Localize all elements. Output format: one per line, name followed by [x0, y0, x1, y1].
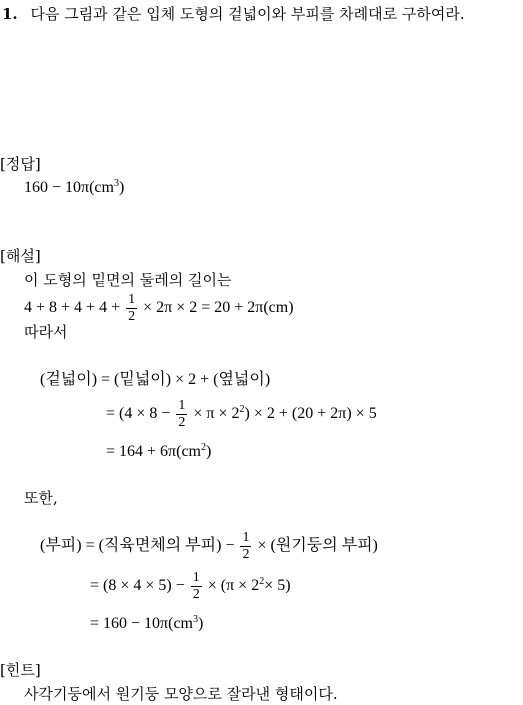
- volume-line1: [40, 528, 378, 564]
- question-text: 다음 그림과 같은 입체 도형의 겉넓이와 부피를 차례대로 구하여라.: [30, 5, 465, 23]
- area-line1: (겉넓이) = (밑넓이) × 2 + (옆넓이): [40, 371, 271, 388]
- fraction-denominator: 2: [242, 546, 250, 562]
- fraction-denominator: 2: [178, 414, 186, 430]
- volume-line2-pre: = (8 × 4 × 5) −: [90, 577, 185, 594]
- volume-line3-post: ): [198, 615, 204, 632]
- volume-line1-post: × (원기둥의 부피): [257, 537, 378, 554]
- solution-line2: [24, 290, 294, 326]
- answer-value-sup: 3: [113, 178, 119, 189]
- answer-value-end: ): [118, 179, 125, 196]
- fraction-numerator: 1: [128, 291, 136, 307]
- question: [2, 4, 465, 24]
- fraction-denominator: 2: [128, 308, 136, 324]
- volume-line3-pre: = 160 − 10π(cm: [90, 615, 193, 632]
- area-line3: [106, 442, 211, 462]
- volume-line2: [90, 568, 291, 604]
- fraction-numerator: 1: [192, 569, 200, 585]
- area-line2-post: ) × 2 + (20 + 2π) × 5: [244, 405, 377, 422]
- area-line2: [106, 396, 377, 432]
- area-line2-sup: 2: [239, 404, 245, 415]
- solution-heading: [해설]: [0, 247, 41, 265]
- hint-text: 사각기둥에서 원기둥 모양으로 잘라낸 형태이다.: [24, 685, 338, 703]
- fraction-numerator: 1: [242, 529, 250, 545]
- volume-line2-post: × 5): [264, 577, 291, 594]
- hint-heading: [힌트]: [0, 661, 41, 679]
- solution-also: 또한,: [24, 489, 58, 507]
- volume-line2-sup: 2: [259, 576, 265, 587]
- question-number: 1.: [2, 5, 18, 23]
- area-line2-mid: × π × 2: [193, 405, 240, 422]
- answer-value-text: 160 − 10π(cm: [24, 179, 114, 196]
- volume-line3-sup: 3: [193, 614, 198, 625]
- fraction-numerator: 1: [178, 397, 186, 413]
- area-line3-post: ): [206, 443, 212, 460]
- solution-line2-fraction: [126, 292, 137, 325]
- answer-value: [24, 178, 124, 198]
- solution-line2-pre: 4 + 8 + 4 + 4 +: [24, 299, 121, 316]
- answer-heading: [정답]: [0, 155, 41, 173]
- volume-line2-fraction: [191, 570, 202, 603]
- volume-line1-fraction: [240, 530, 251, 563]
- volume-line3: [90, 614, 203, 634]
- area-line3-pre: = 164 + 6π(cm: [106, 443, 201, 460]
- solution-line1: 이 도형의 밑면의 둘레의 길이는: [24, 271, 232, 289]
- area-line2-fraction: [176, 398, 187, 431]
- area-line2-pre: = (4 × 8 −: [106, 405, 171, 422]
- volume-line1-pre: (부피) = (직육면체의 부피) −: [40, 537, 235, 554]
- volume-line2-mid: × (π × 2: [207, 577, 260, 594]
- solution-line2-post: × 2π × 2 = 20 + 2π(cm): [143, 299, 294, 316]
- area-line3-sup: 2: [201, 442, 206, 453]
- fraction-denominator: 2: [192, 586, 200, 602]
- solution-line3: 따라서: [24, 323, 68, 341]
